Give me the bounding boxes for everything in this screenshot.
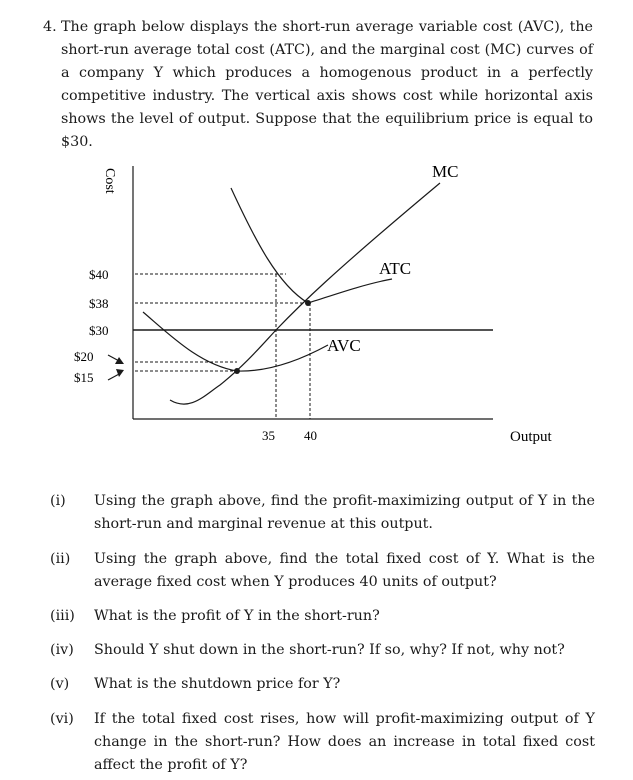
subquestion-text: If the total fixed cost rises, how will profit-maximizing output of Y change in the short-run? How does an increase in total fixed cost affect the profit of Y?	[94, 711, 595, 773]
subquestion-ii	[50, 548, 595, 594]
arrow-15	[108, 369, 124, 380]
avc-label: AVC	[327, 336, 361, 355]
subquestion-label: (iii)	[50, 608, 75, 624]
subquestion-text: Should Y shut down in the short-run? If so, why? If not, why not?	[94, 642, 565, 658]
y-axis-label: Cost	[102, 168, 117, 194]
y-tick-label: $30	[89, 323, 109, 338]
subquestion-i	[50, 490, 595, 536]
x-axis-label: Output	[510, 429, 552, 445]
subquestion-iv	[50, 639, 595, 662]
y-tick-label: $40	[89, 267, 109, 282]
avc-minimum-dot	[234, 368, 240, 374]
subquestion-label: (v)	[50, 676, 70, 692]
subquestion-iii	[50, 605, 595, 628]
atc-label: ATC	[379, 259, 412, 278]
mc-label: MC	[432, 162, 459, 181]
subquestion-text: Using the graph above, find the profit-maximizing output of Y in the short-run and marginal revenue at this output.	[94, 493, 595, 532]
subquestion-label: (iv)	[50, 642, 74, 658]
arrow-20	[108, 355, 124, 364]
subquestion-label: (i)	[50, 493, 66, 509]
y-tick-label: $38	[89, 296, 109, 311]
y-tick-label: $20	[74, 349, 94, 364]
atc-curve	[231, 188, 392, 303]
subquestion-v	[50, 673, 595, 696]
subquestion-text: What is the shutdown price for Y?	[94, 676, 341, 692]
x-tick-label: 40	[304, 428, 317, 443]
subquestion-label: (vi)	[50, 711, 74, 727]
question-number: 4.	[43, 19, 57, 35]
subquestion-text: Using the graph above, find the total fixed cost of Y. What is the average fixed cost when Y produces 40 units of output?	[94, 551, 595, 590]
subquestion-text: What is the profit of Y in the short-run?	[94, 608, 380, 624]
x-tick-label: 35	[262, 428, 275, 443]
atc-minimum-dot	[305, 300, 311, 306]
question-text: The graph below displays the short-run average variable cost (AVC), the short-run average total cost (ATC), and the marginal cost (MC) curves of a company Y which produces a homogenous product in a perfectly competitive industry. The vertical axis shows cost while horizontal axis shows the level of output. Suppose that the equilibrium price is equal to $30.	[61, 19, 593, 150]
subquestion-vi	[50, 708, 595, 777]
y-tick-label: $15	[74, 370, 94, 385]
subquestion-label: (ii)	[50, 551, 71, 567]
